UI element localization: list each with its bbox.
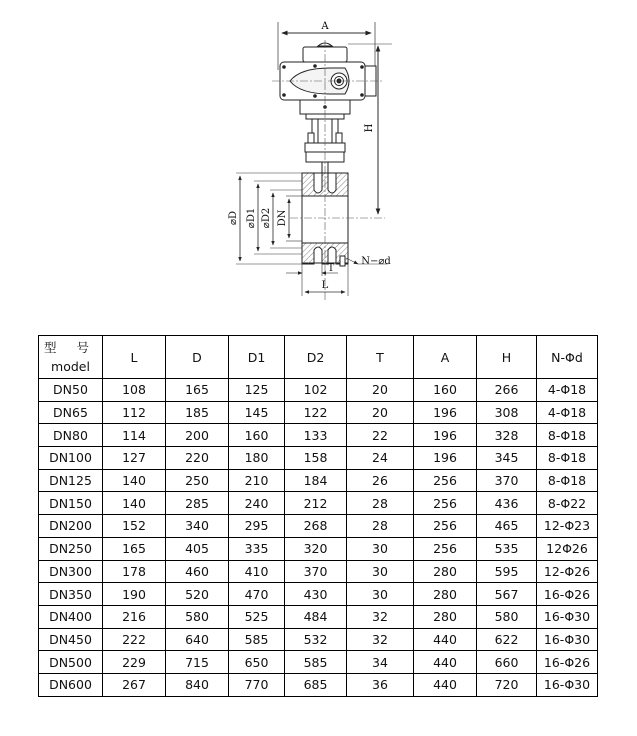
table-cell: 266	[477, 379, 537, 402]
table-row	[39, 651, 598, 674]
table-cell: 16-Φ30	[537, 673, 598, 696]
table-cell: 595	[477, 560, 537, 583]
header-model-en: model	[51, 359, 90, 374]
table-cell: 660	[477, 651, 537, 674]
cell-model: DN500	[39, 651, 103, 674]
table-cell: 28	[347, 515, 414, 538]
table-cell: 340	[166, 515, 229, 538]
table-cell: 112	[103, 401, 166, 424]
table-cell: 370	[477, 469, 537, 492]
header-h: H	[477, 336, 537, 379]
table-cell: 178	[103, 560, 166, 583]
table-cell: 267	[103, 673, 166, 696]
label-a: A	[321, 21, 329, 32]
table-cell: 715	[166, 651, 229, 674]
valve-dimension-drawing	[0, 0, 637, 320]
table-cell: 152	[103, 515, 166, 538]
table-cell: 405	[166, 537, 229, 560]
table-cell: 335	[229, 537, 285, 560]
table-cell: 465	[477, 515, 537, 538]
table-cell: 165	[103, 537, 166, 560]
cell-model: DN100	[39, 447, 103, 470]
table-cell: 127	[103, 447, 166, 470]
table-cell: 196	[414, 424, 477, 447]
cell-model: DN300	[39, 560, 103, 583]
table-row	[39, 401, 598, 424]
table-cell: 328	[477, 424, 537, 447]
table-cell: 22	[347, 424, 414, 447]
label-d1: ⌀D1	[246, 207, 257, 229]
table-cell: 145	[229, 401, 285, 424]
table-cell: 840	[166, 673, 229, 696]
cell-model: DN350	[39, 583, 103, 606]
table-cell: 30	[347, 537, 414, 560]
cell-model: DN400	[39, 605, 103, 628]
table-cell: 440	[414, 651, 477, 674]
table-cell: 210	[229, 469, 285, 492]
table-cell: 30	[347, 583, 414, 606]
table-cell: 165	[166, 379, 229, 402]
table-cell: 484	[285, 605, 347, 628]
table-cell: 8-Φ18	[537, 447, 598, 470]
table-cell: 240	[229, 492, 285, 515]
cell-model: DN250	[39, 537, 103, 560]
table-row	[39, 537, 598, 560]
dimension-spec-table	[38, 335, 598, 697]
table-cell: 525	[229, 605, 285, 628]
table-cell: 34	[347, 651, 414, 674]
table-cell: 12-Φ23	[537, 515, 598, 538]
table-cell: 280	[414, 583, 477, 606]
table-cell: 345	[477, 447, 537, 470]
table-cell: 229	[103, 651, 166, 674]
table-cell: 8-Φ22	[537, 492, 598, 515]
cell-model: DN80	[39, 424, 103, 447]
table-cell: 770	[229, 673, 285, 696]
table-cell: 12-Φ26	[537, 560, 598, 583]
table-cell: 16-Φ30	[537, 605, 598, 628]
table-row	[39, 628, 598, 651]
table-cell: 520	[166, 583, 229, 606]
header-model	[39, 336, 103, 379]
table-cell: 30	[347, 560, 414, 583]
table-row	[39, 583, 598, 606]
label-h: H	[364, 123, 375, 133]
label-t: T	[327, 263, 335, 274]
table-cell: 122	[285, 401, 347, 424]
table-cell: 114	[103, 424, 166, 447]
table-cell: 108	[103, 379, 166, 402]
table-cell: 436	[477, 492, 537, 515]
header-d1: D1	[229, 336, 285, 379]
table-cell: 160	[414, 379, 477, 402]
table-cell: 16-Φ26	[537, 583, 598, 606]
table-cell: 460	[166, 560, 229, 583]
table-row	[39, 379, 598, 402]
table-row	[39, 469, 598, 492]
table-cell: 580	[477, 605, 537, 628]
table-cell: 185	[166, 401, 229, 424]
table-cell: 280	[414, 605, 477, 628]
label-d2: ⌀D2	[261, 207, 272, 229]
table-row	[39, 605, 598, 628]
table-cell: 140	[103, 492, 166, 515]
label-l: L	[321, 280, 329, 291]
table-cell: 320	[285, 537, 347, 560]
table-cell: 256	[414, 537, 477, 560]
table-cell: 410	[229, 560, 285, 583]
table-row	[39, 424, 598, 447]
table-cell: 140	[103, 469, 166, 492]
table-cell: 4-Φ18	[537, 401, 598, 424]
table-cell: 184	[285, 469, 347, 492]
table-cell: 650	[229, 651, 285, 674]
table-row	[39, 673, 598, 696]
header-a: A	[414, 336, 477, 379]
label-d: ⌀D	[228, 210, 239, 226]
table-cell: 190	[103, 583, 166, 606]
table-cell: 220	[166, 447, 229, 470]
table-cell: 440	[414, 673, 477, 696]
table-cell: 36	[347, 673, 414, 696]
table-cell: 16-Φ26	[537, 651, 598, 674]
table-cell: 16-Φ30	[537, 628, 598, 651]
header-n-d: N-Φd	[537, 336, 598, 379]
table-cell: 685	[285, 673, 347, 696]
table-cell: 256	[414, 492, 477, 515]
table-cell: 200	[166, 424, 229, 447]
table-cell: 125	[229, 379, 285, 402]
table-cell: 532	[285, 628, 347, 651]
table-cell: 440	[414, 628, 477, 651]
header-l: L	[103, 336, 166, 379]
table-cell: 20	[347, 379, 414, 402]
table-cell: 256	[414, 469, 477, 492]
table-cell: 470	[229, 583, 285, 606]
table-cell: 216	[103, 605, 166, 628]
table-cell: 250	[166, 469, 229, 492]
cell-model: DN150	[39, 492, 103, 515]
table-cell: 24	[347, 447, 414, 470]
cell-model: DN50	[39, 379, 103, 402]
table-cell: 102	[285, 379, 347, 402]
table-cell: 8-Φ18	[537, 424, 598, 447]
cell-model: DN65	[39, 401, 103, 424]
table-cell: 32	[347, 628, 414, 651]
table-cell: 720	[477, 673, 537, 696]
table-cell: 158	[285, 447, 347, 470]
table-cell: 20	[347, 401, 414, 424]
table-cell: 535	[477, 537, 537, 560]
table-row	[39, 515, 598, 538]
table-cell: 12Φ26	[537, 537, 598, 560]
table-cell: 370	[285, 560, 347, 583]
table-header-row	[39, 336, 598, 379]
table-cell: 308	[477, 401, 537, 424]
table-cell: 8-Φ18	[537, 469, 598, 492]
table-cell: 4-Φ18	[537, 379, 598, 402]
table-row	[39, 492, 598, 515]
table-cell: 160	[229, 424, 285, 447]
table-cell: 585	[285, 651, 347, 674]
cell-model: DN200	[39, 515, 103, 538]
table-cell: 430	[285, 583, 347, 606]
table-cell: 28	[347, 492, 414, 515]
table-row	[39, 447, 598, 470]
table-cell: 212	[285, 492, 347, 515]
header-d: D	[166, 336, 229, 379]
table-cell: 256	[414, 515, 477, 538]
table-cell: 180	[229, 447, 285, 470]
table-cell: 26	[347, 469, 414, 492]
cell-model: DN450	[39, 628, 103, 651]
table-cell: 285	[166, 492, 229, 515]
table-cell: 32	[347, 605, 414, 628]
table-cell: 585	[229, 628, 285, 651]
table-cell: 196	[414, 401, 477, 424]
table-cell: 196	[414, 447, 477, 470]
table-cell: 567	[477, 583, 537, 606]
cell-model: DN125	[39, 469, 103, 492]
label-dn: DN	[277, 209, 288, 227]
cell-model: DN600	[39, 673, 103, 696]
header-model-cn: 型 号	[44, 340, 97, 355]
table-cell: 133	[285, 424, 347, 447]
table-cell: 622	[477, 628, 537, 651]
header-d2: D2	[285, 336, 347, 379]
table-cell: 295	[229, 515, 285, 538]
table-cell: 280	[414, 560, 477, 583]
header-t: T	[347, 336, 414, 379]
table-cell: 268	[285, 515, 347, 538]
table-cell: 580	[166, 605, 229, 628]
table-cell: 640	[166, 628, 229, 651]
label-n-d: N−⌀d	[361, 256, 391, 267]
table-cell: 222	[103, 628, 166, 651]
table-row	[39, 560, 598, 583]
